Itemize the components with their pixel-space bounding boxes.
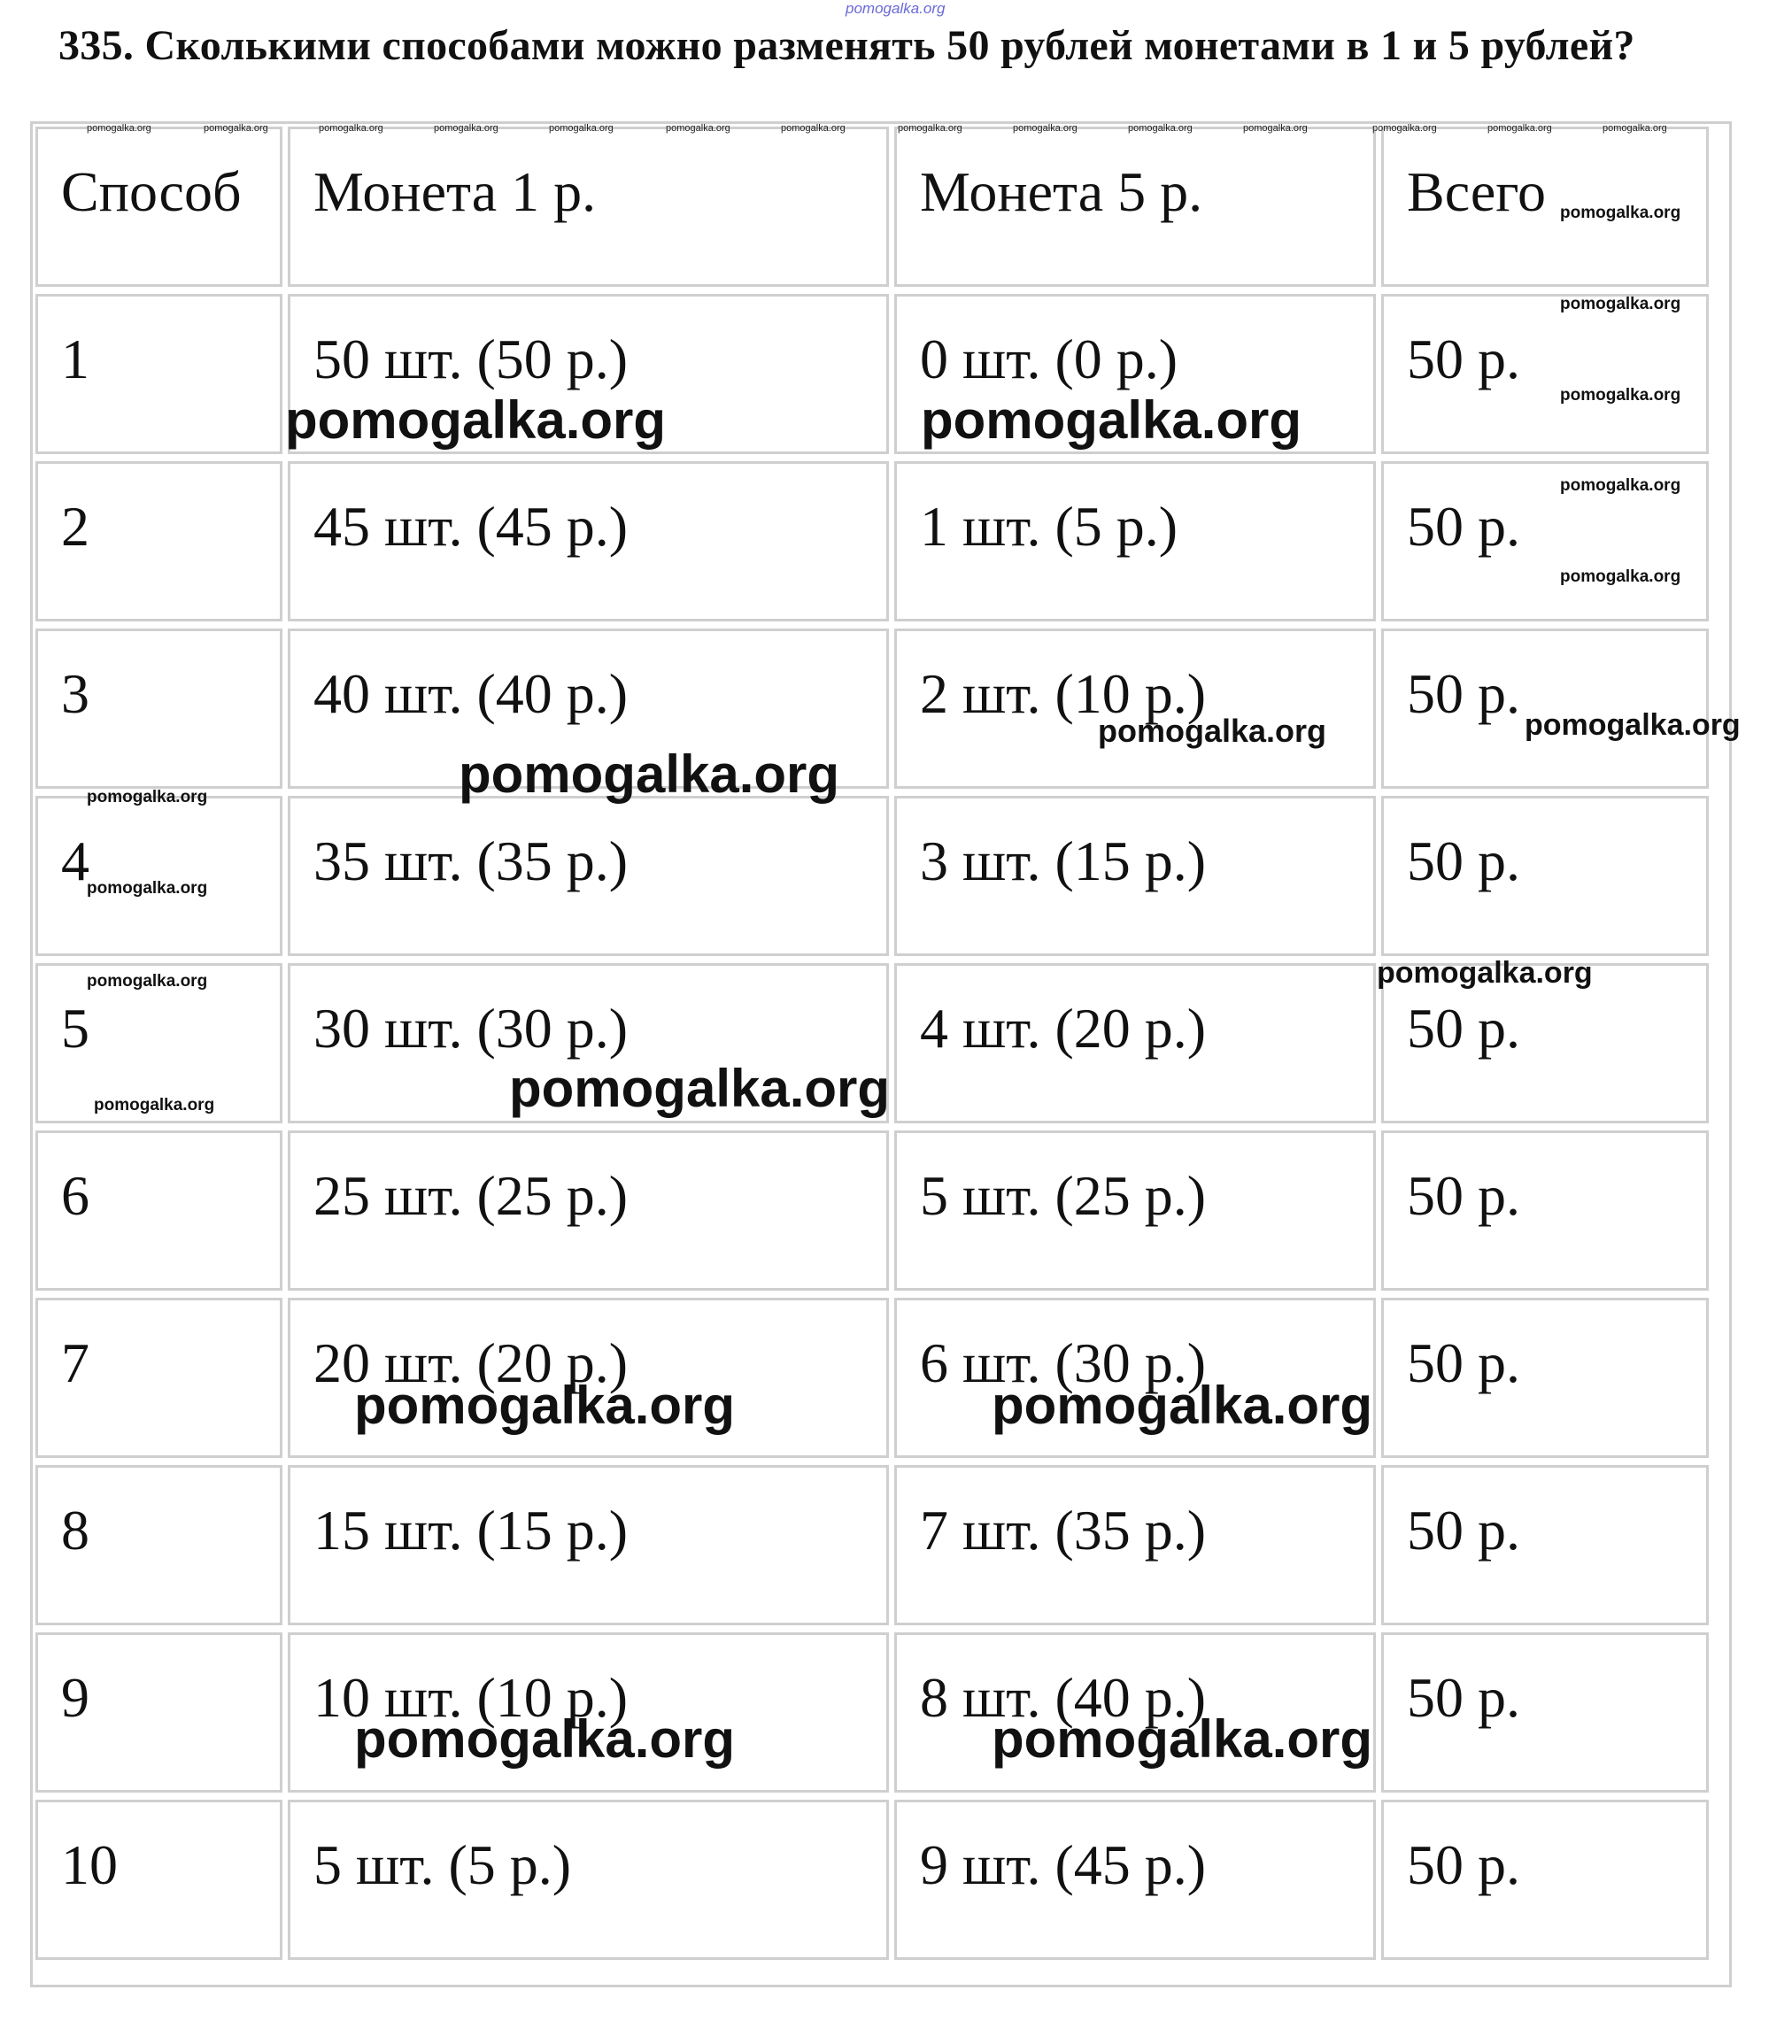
coin-1-cell-text: 10 шт. (10 р.) xyxy=(313,1666,629,1729)
total-cell-text: 50 р. xyxy=(1407,495,1520,558)
coin-1-cell-text: 5 шт. (5 р.) xyxy=(313,1833,572,1896)
coin-5-cell-text: 4 шт. (20 р.) xyxy=(920,997,1207,1060)
total-cell xyxy=(1381,1465,1709,1625)
watermark: pomogalka.org xyxy=(549,123,614,134)
total-cell xyxy=(1381,796,1709,956)
method-cell xyxy=(35,1632,282,1793)
coin-5-cell-text: 8 шт. (40 р.) xyxy=(920,1666,1207,1729)
coin-5-cell xyxy=(894,1130,1376,1291)
total-cell-text: 50 р. xyxy=(1407,662,1520,725)
method-cell-text: 10 xyxy=(61,1833,118,1896)
watermark: pomogalka.org xyxy=(87,788,208,806)
method-cell-text: 3 xyxy=(61,662,89,725)
watermark: pomogalka.org xyxy=(1525,708,1741,742)
coin-1-cell-text: 50 шт. (50 р.) xyxy=(313,328,629,390)
watermark: pomogalka.org xyxy=(1560,386,1681,405)
method-cell-text: 2 xyxy=(61,495,89,558)
coin-1-cell-text: 40 шт. (40 р.) xyxy=(313,662,629,725)
watermark: pomogalka.org xyxy=(1560,295,1681,313)
watermark: pomogalka.org xyxy=(1487,123,1552,134)
watermark: pomogalka.org xyxy=(509,1059,891,1118)
total-cell-text: 50 р. xyxy=(1407,1331,1520,1394)
coin-1-cell xyxy=(288,1130,889,1291)
method-cell xyxy=(35,294,282,454)
coin-5-cell xyxy=(894,796,1376,956)
watermark: pomogalka.org xyxy=(1603,123,1667,134)
coin-5-cell-text: 0 шт. (0 р.) xyxy=(920,328,1178,390)
watermark: pomogalka.org xyxy=(204,123,268,134)
coin-5-cell-text: 5 шт. (25 р.) xyxy=(920,1164,1207,1227)
total-cell-text: 50 р. xyxy=(1407,1499,1520,1562)
watermark: pomogalka.org xyxy=(87,972,208,991)
header-method xyxy=(35,127,282,287)
total-cell xyxy=(1381,1130,1709,1291)
total-cell-text: 50 р. xyxy=(1407,328,1520,390)
watermark: pomogalka.org xyxy=(87,123,151,134)
problem-title: 335. Сколькими способами можно разменять 50 рублей монетами в 1 и 5 рублей? xyxy=(58,22,1635,69)
coin-5-cell-text: 7 шт. (35 р.) xyxy=(920,1499,1207,1562)
method-cell-text: 9 xyxy=(61,1666,89,1729)
method-cell xyxy=(35,629,282,789)
method-cell-text: 7 xyxy=(61,1331,89,1394)
watermark: pomogalka.org xyxy=(1560,567,1681,586)
header-total-text: Всего xyxy=(1407,160,1546,223)
total-cell-text: 50 р. xyxy=(1407,1164,1520,1227)
total-cell xyxy=(1381,294,1709,454)
coin-5-cell-text: 3 шт. (15 р.) xyxy=(920,829,1207,892)
header-coin-5-text: Монета 5 р. xyxy=(920,160,1203,223)
header-coin-1-text: Монета 1 р. xyxy=(313,160,597,223)
watermark: pomogalka.org xyxy=(992,1376,1373,1435)
coin-1-cell-text: 15 шт. (15 р.) xyxy=(313,1499,629,1562)
watermark: pomogalka.org xyxy=(434,123,498,134)
method-cell xyxy=(35,1800,282,1960)
coin-1-cell-text: 35 шт. (35 р.) xyxy=(313,829,629,892)
watermark: pomogalka.org xyxy=(94,1096,215,1115)
total-cell-text: 50 р. xyxy=(1407,829,1520,892)
method-cell xyxy=(35,461,282,621)
coin-1-cell xyxy=(288,796,889,956)
coin-5-cell xyxy=(894,963,1376,1123)
coin-5-cell xyxy=(894,1465,1376,1625)
watermark: pomogalka.org xyxy=(1560,476,1681,495)
method-cell-text: 8 xyxy=(61,1499,89,1562)
header-coin-5 xyxy=(894,127,1376,287)
watermark: pomogalka.org xyxy=(781,123,846,134)
watermark: pomogalka.org xyxy=(666,123,730,134)
coin-1-cell-text: 20 шт. (20 р.) xyxy=(313,1331,629,1394)
coin-5-cell-text: 6 шт. (30 р.) xyxy=(920,1331,1207,1394)
coin-5-cell xyxy=(894,461,1376,621)
total-cell-text: 50 р. xyxy=(1407,1833,1520,1896)
watermark: pomogalka.org xyxy=(992,1709,1373,1769)
watermark: pomogalka.org xyxy=(921,390,1302,450)
method-cell xyxy=(35,1465,282,1625)
watermark: pomogalka.org xyxy=(898,123,962,134)
top-watermark: pomogalka.org xyxy=(846,0,946,17)
coin-5-cell-text: 9 шт. (45 р.) xyxy=(920,1833,1207,1896)
watermark: pomogalka.org xyxy=(1243,123,1308,134)
watermark: pomogalka.org xyxy=(1013,123,1078,134)
method-cell-text: 5 xyxy=(61,997,89,1060)
watermark: pomogalka.org xyxy=(1098,713,1327,749)
watermark: pomogalka.org xyxy=(459,744,840,804)
coin-5-cell-text: 1 шт. (5 р.) xyxy=(920,495,1178,558)
watermark: pomogalka.org xyxy=(87,879,208,898)
coin-1-cell xyxy=(288,1800,889,1960)
watermark: pomogalka.org xyxy=(1377,956,1593,990)
coin-5-cell-text: 2 шт. (10 р.) xyxy=(920,662,1207,725)
watermark: pomogalka.org xyxy=(354,1376,736,1435)
coin-1-cell-text: 30 шт. (30 р.) xyxy=(313,997,629,1060)
watermark: pomogalka.org xyxy=(1128,123,1193,134)
coin-5-cell xyxy=(894,629,1376,789)
method-cell-text: 1 xyxy=(61,328,89,390)
watermark: pomogalka.org xyxy=(319,123,383,134)
watermark: pomogalka.org xyxy=(1560,204,1681,222)
total-cell-text: 50 р. xyxy=(1407,1666,1520,1729)
method-cell xyxy=(35,1130,282,1291)
watermark: pomogalka.org xyxy=(285,390,667,450)
coin-5-cell xyxy=(894,1800,1376,1960)
method-cell xyxy=(35,796,282,956)
header-coin-1 xyxy=(288,127,889,287)
method-cell-text: 6 xyxy=(61,1164,89,1227)
total-cell xyxy=(1381,1298,1709,1458)
coin-1-cell xyxy=(288,461,889,621)
coin-1-cell xyxy=(288,1465,889,1625)
total-cell xyxy=(1381,1800,1709,1960)
total-cell-text: 50 р. xyxy=(1407,997,1520,1060)
method-cell xyxy=(35,1298,282,1458)
total-cell xyxy=(1381,1632,1709,1793)
watermark: pomogalka.org xyxy=(1372,123,1437,134)
watermark: pomogalka.org xyxy=(354,1709,736,1769)
coin-1-cell-text: 25 шт. (25 р.) xyxy=(313,1164,629,1227)
method-cell-text: 4 xyxy=(61,829,89,892)
coin-1-cell-text: 45 шт. (45 р.) xyxy=(313,495,629,558)
header-method-text: Способ xyxy=(61,160,242,223)
